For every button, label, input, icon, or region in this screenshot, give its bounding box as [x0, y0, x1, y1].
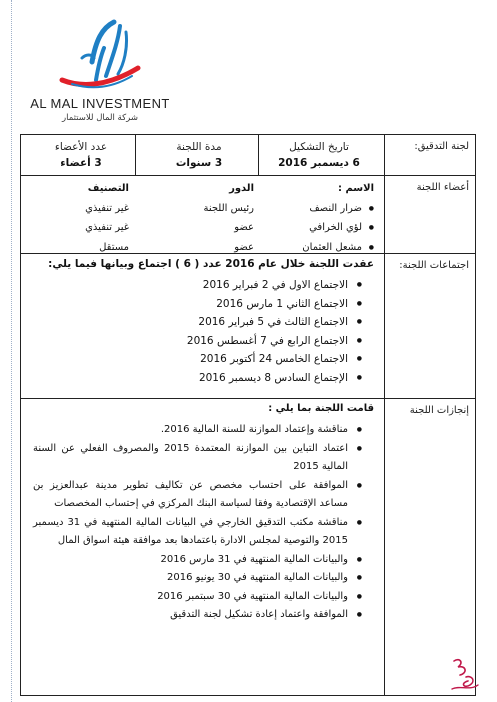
column-divider [258, 135, 259, 175]
brand-name-ar: شركة المال للاستثمار [62, 113, 138, 123]
meeting-item: ● الاجتماع الخامس 24 أكتوبر 2016 [187, 350, 362, 369]
achievements-label: إنجازات اللجنة [384, 399, 475, 695]
meeting-item: ● الاجتماع الاول في 2 فبراير 2016 [187, 276, 362, 295]
signature-initials-icon [446, 655, 482, 695]
logo-mark-icon [52, 18, 148, 96]
achievements-row [21, 399, 475, 695]
role-header: الدور [229, 183, 254, 194]
members-row [21, 176, 475, 254]
term-header: مدة اللجنة [176, 141, 222, 153]
formation-date-cell [264, 139, 374, 171]
class-header: التصنيف [87, 183, 129, 194]
members-class-column [29, 179, 129, 257]
member-class: غير تنفيذي [85, 222, 129, 233]
committee-info-content [21, 135, 384, 175]
formation-date-header: تاريخ التشكيل [289, 141, 349, 153]
achievements-list [33, 421, 362, 625]
column-divider [135, 135, 136, 175]
committee-info-row [21, 135, 475, 176]
formation-date-value: 6 ديسمبر 2016 [278, 157, 360, 169]
page-edge-line [11, 0, 12, 702]
member-name: ● لؤي الخرافي [264, 218, 374, 238]
achievement-item: ● الموافقة واعتماد إعادة تشكيل لجنة التدقيق [33, 606, 362, 625]
achievement-item: ● الموافقة على احتساب مخصص عن تكاليف تطوير مدينة عبدالعزيز بن مساعد الإقتصادية وفقا لسياسة البنك المركزي في إحتساب المخصصات [33, 477, 362, 514]
members-count-header: عدد الأعضاء [54, 141, 108, 153]
member-role: عضو [234, 222, 254, 233]
meeting-item: ● الاجتماع الرابع في 7 أغسطس 2016 [187, 332, 362, 351]
achievement-item: ● اعتماد التباين بين الموازنة المعتمدة 2015 والمصروف الفعلي عن السنة المالية 2015 [33, 440, 362, 477]
achievements-intro: قامت اللجنة بما يلي : [268, 403, 374, 414]
members-count-cell [36, 139, 126, 171]
committee-table [20, 134, 476, 696]
meeting-item: ● الاجتماع الثالث في 5 فبراير 2016 [187, 313, 362, 332]
achievement-item: ● والبيانات المالية المنتهية في 31 مارس 2016 [33, 551, 362, 570]
member-name: ● مشعل العثمان [264, 238, 374, 258]
members-role-column [144, 179, 254, 257]
member-class: غير تنفيذي [85, 202, 129, 214]
term-cell [149, 139, 249, 171]
meeting-item: ● الاجتماع الثاني 1 مارس 2016 [187, 295, 362, 314]
name-header: الاسم : [337, 183, 374, 194]
achievement-item: ● والبيانات المالية المنتهية في 30 يونيو 2016 [33, 569, 362, 588]
members-content [21, 176, 384, 253]
members-label: أعضاء اللجنة [384, 176, 475, 253]
member-class: مستقل [99, 241, 129, 253]
member-role: عضو [234, 241, 254, 253]
company-logo [30, 18, 170, 126]
meetings-intro: عقدت اللجنة خلال عام 2016 عدد ( 6 ) اجتماع وبيانها فيما يلي: [48, 258, 374, 270]
meetings-list [187, 276, 362, 387]
committee-label: لجنة التدقيق: [384, 135, 475, 175]
brand-name-en: AL MAL INVESTMENT [30, 96, 170, 111]
members-name-column [264, 179, 374, 257]
meetings-row [21, 254, 475, 399]
member-role: رئيس اللجنة [203, 202, 254, 214]
member-name: ● ضرار النصف [264, 199, 374, 219]
achievement-item: ● مناقشة وإعتماد الموازنة للسنة المالية 2016. [33, 421, 362, 440]
meetings-content [21, 254, 384, 398]
meeting-item: ● الإجتماع السادس 8 ديسمبر 2016 [187, 369, 362, 388]
members-count-value: 3 أعضاء [60, 157, 102, 169]
term-value: 3 سنوات [175, 157, 223, 169]
achievements-content [21, 399, 384, 695]
achievement-item: ● والبيانات المالية المنتهية في 30 سبتمبر 2016 [33, 588, 362, 607]
meetings-label: اجتماعات اللجنة: [384, 254, 475, 398]
achievement-item: ● مناقشة مكتب التدقيق الخارجي في البيانات المالية المنتهية في 31 ديسمبر 2015 والتوصية لمجلس الادارة باعتمادها بعد موافقة هيئة اسواق المال [33, 514, 362, 551]
